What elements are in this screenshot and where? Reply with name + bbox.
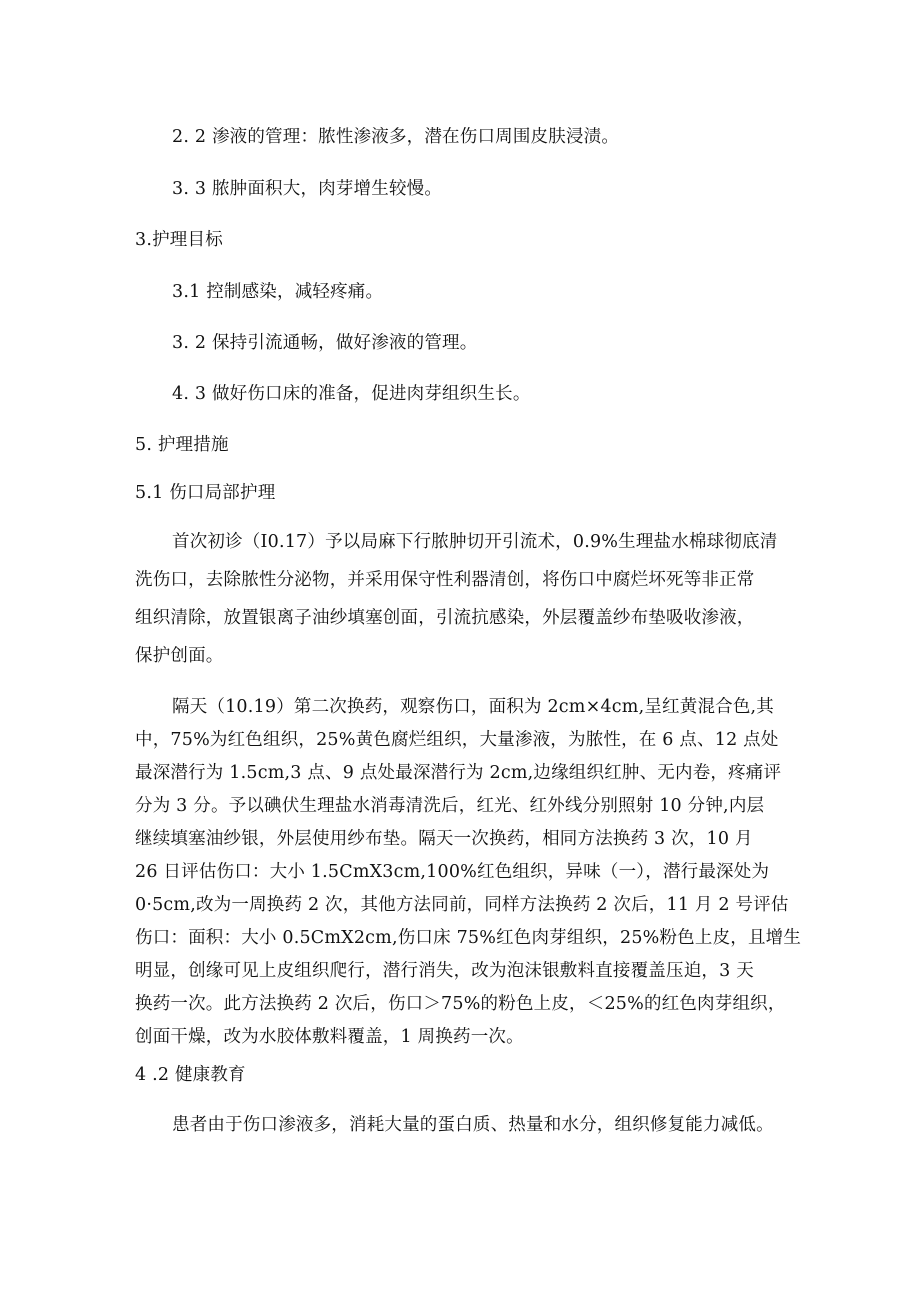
goal-3-2: 3. 2 保持引流通畅，做好渗液的管理。 — [172, 333, 478, 353]
para2-line: 换药一次。此方法换药 2 次后，伤口＞75%的粉色上皮，＜25%的红色肉芽组织， — [135, 994, 786, 1014]
para1-line: 洗伤口，去除脓性分泌物，并采用保守性利器清创，将伤口中腐烂坏死等非正常 — [135, 570, 755, 590]
section-heading-nursing-goals: 3.护理目标 — [135, 230, 223, 250]
para1-line: 组织清除，放置银离子油纱填塞创面，引流抗感染，外层覆盖纱布垫吸收渗液， — [135, 608, 755, 628]
para1-line: 保护创面。 — [135, 646, 224, 666]
goal-3-1: 3.1 控制感染，减轻疼痛。 — [172, 282, 384, 302]
para2-line: 0·5cm,改为一周换药 2 次，其他方法同前，同样方法换药 2 次后，11 月 2 号评估 — [135, 895, 789, 915]
para2-line: 继续填塞油纱银，外层使用纱布垫。隔天一次换药，相同方法换药 3 次，10 月 — [135, 829, 753, 849]
para1-line: 首次初诊（I0.17）予以局麻下行脓肿切开引流术，0.9%生理盐水棉球彻底清 — [172, 532, 778, 552]
para2-line: 26 日评估伤口：大小 1.5CmX3cm,100%红色组织，异味（一），潜行最深处为 — [135, 862, 770, 882]
subheading-local-wound-care: 5.1 伤口局部护理 — [135, 483, 276, 503]
para2-line: 伤口：面积：大小 0.5CmX2cm,伤口床 75%红色肉芽组织，25%粉色上皮，且增生 — [135, 928, 802, 948]
para2-line: 最深潜行为 1.5cm,3 点、9 点处最深潜行为 2cm,边缘组织红肿、无内卷，疼痛评 — [135, 763, 782, 783]
item-3-3-abscess: 3. 3 脓肿面积大，肉芽增生较慢。 — [172, 179, 443, 199]
para2-line: 中，75%为红色组织，25%黄色腐烂组织，大量渗液，为脓性，在 6 点、12 点处 — [135, 730, 779, 750]
subheading-health-education: 4 .2 健康教育 — [135, 1065, 246, 1085]
para2-line: 创面干燥，改为水胶体敷料覆盖，1 周换药一次。 — [135, 1027, 524, 1047]
para3-line: 患者由于伤口渗液多，消耗大量的蛋白质、热量和水分，组织修复能力减低。 — [172, 1115, 774, 1135]
para2-line: 隔天（10.19）第二次换药，观察伤口，面积为 2cm×4cm,呈红黄混合色,其 — [172, 697, 775, 717]
para2-line: 明显，创缘可见上皮组织爬行，潜行消失，改为泡沫银敷料直接覆盖压迫，3 天 — [135, 961, 754, 981]
item-2-2-exudate: 2. 2 渗液的管理：脓性渗液多，潜在伤口周围皮肤浸渍。 — [172, 127, 620, 147]
para2-line: 分为 3 分。予以碘伏生理盐水消毒清洗后，红光、红外线分别照射 10 分钟,内层 — [135, 796, 765, 816]
section-heading-nursing-measures: 5. 护理措施 — [135, 435, 229, 455]
goal-4-3: 4. 3 做好伤口床的准备，促进肉芽组织生长。 — [172, 384, 531, 404]
